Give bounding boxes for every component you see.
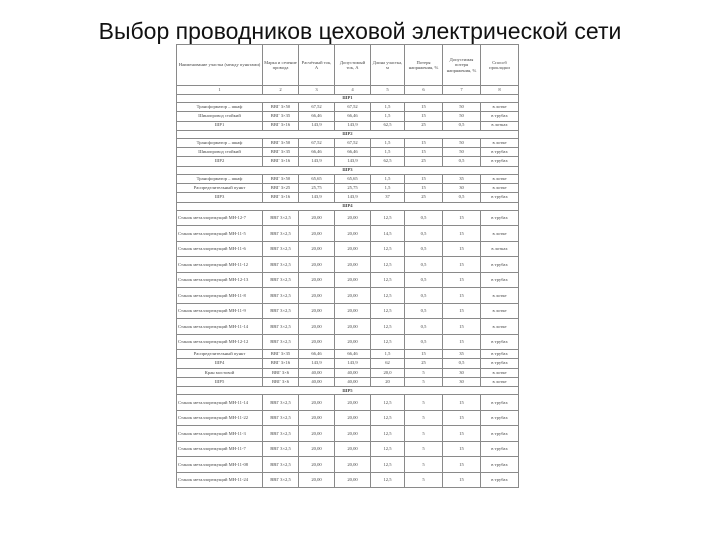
table-cell: ВВГ 3×16 [263, 193, 299, 202]
table-cell: Станок металлорежущий МН-12-7 [177, 210, 263, 226]
table-cell: 143,9 [299, 157, 335, 166]
table-cell: 40,00 [299, 378, 335, 387]
table-cell: 66,46 [335, 350, 371, 359]
table-cell: 15 [443, 241, 481, 257]
table-cell: в лотке [481, 378, 519, 387]
table-cell: 12,5 [371, 319, 405, 335]
table-cell: в трубах [481, 441, 519, 457]
table-cell: 66,46 [299, 112, 335, 121]
table-cell: 15 [405, 184, 443, 193]
table-cell: в лотке [481, 174, 519, 183]
table-cell: 12,5 [371, 457, 405, 473]
table-cell: 30 [443, 184, 481, 193]
table-row [177, 148, 519, 157]
table-cell: ВВГ 3×2,5 [263, 319, 299, 335]
column-number: 7 [443, 86, 481, 95]
table-cell: 20,00 [335, 288, 371, 304]
table-cell: ВВГ 3×35 [263, 112, 299, 121]
section-row [177, 387, 519, 395]
column-number: 1 [177, 86, 263, 95]
table-cell: 5 [405, 457, 443, 473]
table-cell: 40,00 [335, 378, 371, 387]
table-cell: в трубах [481, 359, 519, 368]
table-cell: 5 [405, 410, 443, 426]
table-row [177, 472, 519, 488]
table-cell: 15 [443, 472, 481, 488]
table-cell: ВВГ 3×2,5 [263, 410, 299, 426]
table-cell: 20,00 [299, 272, 335, 288]
table-cell: 20,00 [335, 410, 371, 426]
table-cell: 67,52 [299, 138, 335, 147]
table-cell: Распределительный пункт [177, 184, 263, 193]
table-cell: 0,5 [405, 334, 443, 350]
table-row [177, 157, 519, 166]
table-cell: 66,46 [335, 112, 371, 121]
table-cell: в трубах [481, 257, 519, 273]
table-cell: Шинопровод стойкий [177, 148, 263, 157]
table-cell: 25 [405, 157, 443, 166]
table-row [177, 210, 519, 226]
table-cell: 65,65 [299, 174, 335, 183]
table-cell: 143,9 [335, 359, 371, 368]
table-cell: 12,5 [371, 410, 405, 426]
table-cell: в трубах [481, 210, 519, 226]
table-cell: 20,00 [335, 319, 371, 335]
table-cell: 0,5 [405, 272, 443, 288]
section-label: ШР3 [177, 166, 519, 174]
table-cell: 20,00 [299, 257, 335, 273]
table-cell: Распределительный пункт [177, 350, 263, 359]
table-cell: 40,00 [335, 368, 371, 377]
column-number: 4 [335, 86, 371, 95]
table-cell: в трубах [481, 272, 519, 288]
table-cell: Станок металлорежущий МН-11-12 [177, 257, 263, 273]
table-cell: 25,75 [299, 184, 335, 193]
table-cell: 67,52 [299, 103, 335, 112]
table-cell: 1,5 [371, 174, 405, 183]
table-cell: 0,5 [443, 121, 481, 130]
table-cell: 0,5 [405, 319, 443, 335]
table-row [177, 241, 519, 257]
table-cell: в трубах [481, 157, 519, 166]
table-cell: 0,5 [405, 210, 443, 226]
table-cell: ВВГ 3×16 [263, 359, 299, 368]
table-cell: 1,5 [371, 103, 405, 112]
table-cell: в трубах [481, 193, 519, 202]
table-cell: 20,00 [299, 288, 335, 304]
table-cell: 15 [405, 103, 443, 112]
section-label: ШР2 [177, 130, 519, 138]
scanned-table [176, 44, 518, 540]
table-cell: 20,00 [299, 241, 335, 257]
table-cell: 66,46 [299, 148, 335, 157]
column-number-row [177, 86, 519, 95]
table-cell: 15 [443, 272, 481, 288]
header-cell: Допустимый ток, А [335, 45, 371, 86]
table-cell: 25 [405, 121, 443, 130]
table-cell: 15 [405, 112, 443, 121]
table-cell: ВВГ 3×2,5 [263, 395, 299, 411]
table-cell: ВВГ 3×16 [263, 121, 299, 130]
table-cell: 35 [443, 174, 481, 183]
table-cell: 0,5 [405, 257, 443, 273]
slide-title: Выбор проводников цеховой электрической сети [98, 18, 622, 44]
table-cell: 15 [443, 426, 481, 442]
column-number: 8 [481, 86, 519, 95]
table-cell: 15 [405, 174, 443, 183]
table-row [177, 334, 519, 350]
table-cell: в трубах [481, 426, 519, 442]
header-cell: Марка и сечение провода [263, 45, 299, 86]
table-cell: в лотке [481, 303, 519, 319]
table-cell: 62,5 [371, 121, 405, 130]
table-cell: ВВГ 3×50 [263, 138, 299, 147]
table-cell: 5 [405, 395, 443, 411]
table-cell: 25,75 [335, 184, 371, 193]
table-cell: 5 [405, 441, 443, 457]
table-cell: в трубах [481, 350, 519, 359]
table-cell: ВВГ 3×2,5 [263, 226, 299, 242]
table-cell: в трубах [481, 334, 519, 350]
table-cell: ВВГ 3×2,5 [263, 210, 299, 226]
table-row [177, 112, 519, 121]
header-cell: Способ прокладки [481, 45, 519, 86]
table-cell: 20,00 [335, 441, 371, 457]
table-cell: 20,00 [335, 334, 371, 350]
table-cell: 12,5 [371, 441, 405, 457]
table-cell: 0,5 [443, 359, 481, 368]
table-cell: 1,5 [371, 350, 405, 359]
table-cell: ШР1 [177, 121, 263, 130]
table-cell: в лотке [481, 226, 519, 242]
table-cell: Станок металлорежущий МН-11-5 [177, 226, 263, 242]
table-cell: 12,5 [371, 288, 405, 304]
table-cell: ВВГ 3×6 [263, 378, 299, 387]
header-cell: Потеря напряжения, % [405, 45, 443, 86]
table-row [177, 103, 519, 112]
table-row [177, 138, 519, 147]
table-cell: ВВГ 3×25 [263, 184, 299, 193]
table-cell: 143,9 [299, 359, 335, 368]
table-cell: 12,5 [371, 334, 405, 350]
table-cell: 15 [443, 319, 481, 335]
table-cell: в трубах [481, 472, 519, 488]
table-cell: 1,5 [371, 184, 405, 193]
table-row [177, 319, 519, 335]
table-row [177, 174, 519, 183]
table-cell: в лотке [481, 103, 519, 112]
table-row [177, 303, 519, 319]
column-number: 2 [263, 86, 299, 95]
table-cell: 0,5 [405, 241, 443, 257]
table-cell: Станок металлорежущий МН-11-14 [177, 319, 263, 335]
table-cell: 1,5 [371, 138, 405, 147]
table-cell: ШР3 [177, 193, 263, 202]
table-cell: 0,5 [405, 226, 443, 242]
section-row [177, 95, 519, 103]
table-cell: в лотке [481, 288, 519, 304]
table-cell: 40,00 [299, 368, 335, 377]
table-cell: 5 [405, 368, 443, 377]
table-cell: 15 [443, 257, 481, 273]
table-cell: Станок металлорежущий МН-11-22 [177, 410, 263, 426]
table-cell: 66,46 [299, 350, 335, 359]
header-cell: Длина участка, м [371, 45, 405, 86]
table-cell: ВВГ 3×2,5 [263, 426, 299, 442]
table-row [177, 226, 519, 242]
table-cell: 20,00 [335, 241, 371, 257]
table-row [177, 410, 519, 426]
table-cell: ВВГ 3×50 [263, 174, 299, 183]
table-cell: 15 [443, 288, 481, 304]
table-cell: 0,5 [443, 157, 481, 166]
table-cell: 20,0 [371, 368, 405, 377]
table-cell: в лотке [481, 184, 519, 193]
table-cell: 12,5 [371, 272, 405, 288]
table-cell: 30 [443, 368, 481, 377]
table-cell: 143,9 [335, 157, 371, 166]
section-label: ШР4 [177, 202, 519, 210]
table-cell: Станок металлорежущий МН-12-12 [177, 334, 263, 350]
table-cell: Станок металлорежущий МН-11-9 [177, 303, 263, 319]
table-cell: в трубах [481, 410, 519, 426]
table-cell: 20,00 [335, 303, 371, 319]
table-cell: ВВГ 3×2,5 [263, 288, 299, 304]
table-cell: ВВГ 3×2,5 [263, 241, 299, 257]
table-row [177, 441, 519, 457]
table-cell: 20,00 [335, 426, 371, 442]
table-cell: 20,00 [299, 395, 335, 411]
table-row [177, 457, 519, 473]
section-label: ШР1 [177, 95, 519, 103]
table-cell: 12,5 [371, 257, 405, 273]
table-cell: 12,5 [371, 241, 405, 257]
table-cell: в лотках [481, 241, 519, 257]
table-cell: 50 [443, 112, 481, 121]
table-cell: 50 [443, 103, 481, 112]
table-cell: 20,00 [335, 210, 371, 226]
table-cell: 37 [371, 193, 405, 202]
table-cell: 62,5 [371, 157, 405, 166]
table-cell: 15 [443, 457, 481, 473]
table-cell: 50 [443, 148, 481, 157]
table-cell: ВВГ 3×6 [263, 368, 299, 377]
table-cell: ВВГ 3×35 [263, 350, 299, 359]
table-cell: 20,00 [299, 472, 335, 488]
header-cell: Наименование участка (между пунктами) [177, 45, 263, 86]
table-cell: 25 [405, 359, 443, 368]
table-cell: 15 [443, 303, 481, 319]
table-cell: Станок металлорежущий МН-11-14 [177, 395, 263, 411]
table-cell: 20 [371, 378, 405, 387]
table-cell: 14,5 [371, 226, 405, 242]
table-cell: 62 [371, 359, 405, 368]
table-row [177, 395, 519, 411]
table-row [177, 121, 519, 130]
table-cell: 15 [443, 226, 481, 242]
table-cell: Станок металлорежущий МН-11-08 [177, 457, 263, 473]
table-cell: 5 [405, 472, 443, 488]
table-cell: в лотке [481, 138, 519, 147]
column-number: 3 [299, 86, 335, 95]
table-cell: 12,5 [371, 210, 405, 226]
header-cell: Расчётный ток, А [299, 45, 335, 86]
table-cell: 15 [443, 334, 481, 350]
column-number: 5 [371, 86, 405, 95]
table-cell: 15 [443, 210, 481, 226]
table-cell: 0,5 [405, 288, 443, 304]
section-row [177, 130, 519, 138]
table-cell: 65,65 [335, 174, 371, 183]
table-cell: Кран мостовой [177, 368, 263, 377]
table-cell: 1,5 [371, 112, 405, 121]
table-cell: 25 [405, 193, 443, 202]
table-body [177, 86, 519, 488]
table-row [177, 257, 519, 273]
table-cell: Трансформатор – шкаф [177, 103, 263, 112]
table-cell: ВВГ 3×2,5 [263, 441, 299, 457]
table-cell: Шинопровод стойкий [177, 112, 263, 121]
table-cell: 15 [405, 138, 443, 147]
table-cell: ВВГ 3×2,5 [263, 303, 299, 319]
table-row [177, 368, 519, 377]
table-cell: в трубах [481, 112, 519, 121]
table-cell: 20,00 [299, 457, 335, 473]
table-cell: 67,52 [335, 138, 371, 147]
table-row [177, 193, 519, 202]
table-cell: 143,9 [335, 193, 371, 202]
table-cell: ВВГ 3×16 [263, 157, 299, 166]
table-cell: 0,5 [443, 193, 481, 202]
table-cell: 20,00 [299, 319, 335, 335]
table-cell: 30 [443, 378, 481, 387]
table-cell: 20,00 [299, 410, 335, 426]
table-cell: 20,00 [335, 226, 371, 242]
table-cell: 143,9 [299, 121, 335, 130]
table-cell: ВВГ 3×2,5 [263, 257, 299, 273]
table-cell: 20,00 [335, 472, 371, 488]
section-row [177, 166, 519, 174]
table-cell: ШР2 [177, 157, 263, 166]
table-cell: Станок металлорежущий МН-11-7 [177, 441, 263, 457]
table-cell: ШР5 [177, 378, 263, 387]
header-cell: Допустимая потеря напряжения, % [443, 45, 481, 86]
table-cell: 15 [443, 410, 481, 426]
table-cell: 20,00 [335, 457, 371, 473]
table-row [177, 184, 519, 193]
table-cell: Трансформатор – шкаф [177, 174, 263, 183]
table-cell: 15 [405, 350, 443, 359]
table-cell: 20,00 [299, 226, 335, 242]
table-cell: 35 [443, 350, 481, 359]
table-cell: 67,52 [335, 103, 371, 112]
table-cell: ВВГ 3×35 [263, 148, 299, 157]
table-cell: 20,00 [335, 257, 371, 273]
section-label: ШР5 [177, 387, 519, 395]
table-cell: 12,5 [371, 472, 405, 488]
table-row [177, 350, 519, 359]
table-cell: 20,00 [335, 272, 371, 288]
table-row [177, 288, 519, 304]
table-row [177, 359, 519, 368]
table-cell: ВВГ 3×2,5 [263, 272, 299, 288]
table-cell: Станок металлорежущий МН-11-3 [177, 426, 263, 442]
table-cell: в лотках [481, 121, 519, 130]
table-cell: 15 [443, 395, 481, 411]
table-cell: Трансформатор – шкаф [177, 138, 263, 147]
table-cell: Станок металлорежущий МН-12-13 [177, 272, 263, 288]
table-cell: 20,00 [299, 426, 335, 442]
table-cell: 12,5 [371, 395, 405, 411]
table-cell: 20,00 [299, 441, 335, 457]
table-cell: 0,5 [405, 303, 443, 319]
table-cell: 15 [443, 441, 481, 457]
table-cell: в трубах [481, 395, 519, 411]
table-cell: 1,5 [371, 148, 405, 157]
table-cell: Станок металлорежущий МН-11-6 [177, 241, 263, 257]
table-cell: Станок металлорежущий МН-11-8 [177, 288, 263, 304]
table-cell: 20,00 [299, 303, 335, 319]
table-cell: 20,00 [299, 210, 335, 226]
table-cell: Станок металлорежущий МН-11-24 [177, 472, 263, 488]
table-cell: ВВГ 3×50 [263, 103, 299, 112]
column-number: 6 [405, 86, 443, 95]
table-cell: в лотке [481, 319, 519, 335]
conductor-table [176, 44, 519, 488]
table-cell: 143,9 [299, 193, 335, 202]
table-cell: 50 [443, 138, 481, 147]
table-cell: ВВГ 3×2,5 [263, 334, 299, 350]
table-cell: 5 [405, 378, 443, 387]
table-header-row [177, 45, 519, 86]
table-cell: 20,00 [299, 334, 335, 350]
table-cell: 5 [405, 426, 443, 442]
table-row [177, 272, 519, 288]
table-cell: в трубах [481, 148, 519, 157]
table-row [177, 378, 519, 387]
table-cell: ВВГ 3×2,5 [263, 472, 299, 488]
table-cell: 66,46 [335, 148, 371, 157]
table-cell: в лотке [481, 368, 519, 377]
table-cell: 143,9 [335, 121, 371, 130]
table-cell: 12,5 [371, 426, 405, 442]
table-cell: 15 [405, 148, 443, 157]
table-cell: в трубах [481, 457, 519, 473]
table-row [177, 426, 519, 442]
table-cell: 12,5 [371, 303, 405, 319]
table-cell: 20,00 [335, 395, 371, 411]
section-row [177, 202, 519, 210]
table-cell: ВВГ 3×2,5 [263, 457, 299, 473]
table-cell: ШР4 [177, 359, 263, 368]
